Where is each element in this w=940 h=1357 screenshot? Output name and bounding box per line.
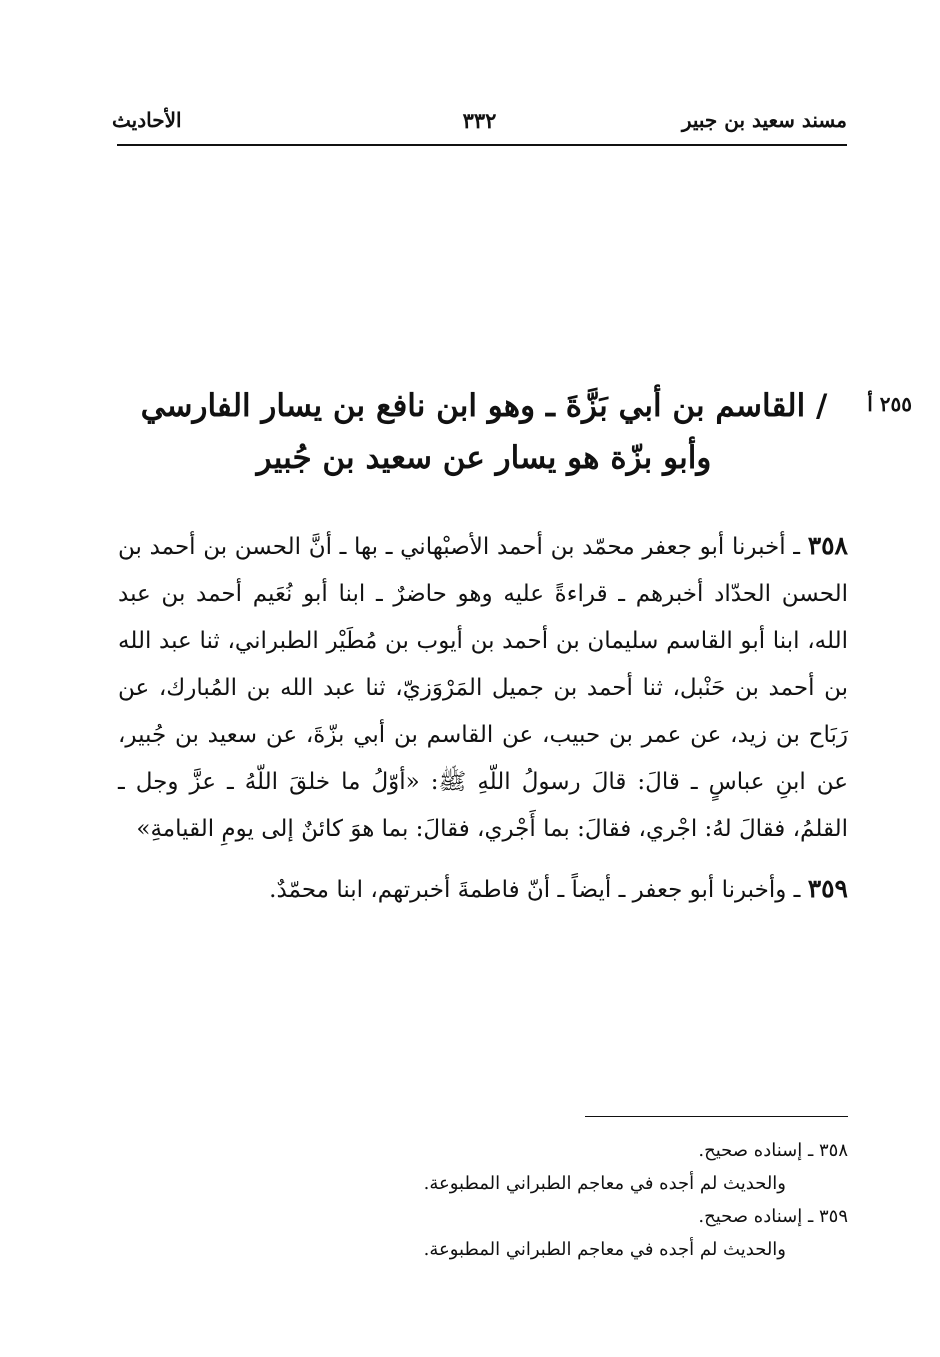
footnotes xyxy=(300,1134,848,1266)
hadith-number: ٣٥٨ xyxy=(807,531,848,560)
footnote-line xyxy=(300,1200,848,1233)
footnote-line: والحديث لم أجده في معاجم الطبراني المطبوعة. xyxy=(423,1173,786,1194)
hadith-number: ٣٥٩ xyxy=(807,874,848,903)
footnote-number: ٣٥٨ xyxy=(818,1140,848,1161)
header-divider xyxy=(117,144,847,146)
footnote-text: ـ إسناده صحيح. xyxy=(698,1140,814,1161)
hadith-entry xyxy=(118,865,848,914)
chapter-heading: / القاسم بن أبي بَزَّةَ ـ وهو ابن نافع بن يسار الفارسي وأبو بزّة هو يسار عن سعيد بن جُبير xyxy=(140,388,828,476)
hadith-text: ـ وأخبرنا أبو جعفر ـ أيضاً ـ أنّ فاطمةَ أخبرتهم، ابنا محمّدٌ. xyxy=(269,877,801,903)
footnote-line xyxy=(300,1134,848,1167)
hadith-entry xyxy=(118,522,848,853)
header-page-number: ٣٣٢ xyxy=(462,108,497,133)
margin-folio-note: ٢٥٥ أ xyxy=(867,392,912,416)
header-book-title: مسند سعيد بن جبير xyxy=(681,108,847,132)
footnote-number: ٣٥٩ xyxy=(818,1206,848,1227)
hadith-text: ـ أخبرنا أبو جعفر محمّد بن أحمد الأصبْهاني ـ بها ـ أنَّ الحسن بن أحمد بن الحسن الحدّاد أخبرهم ـ قراءةً عليه وهو حاضرٌ ـ ابنا أبو نُعَيم أحمد بن عبد الله، ابنا أبو القاسم سليمان بن أحمد بن أيوب بن مُطَيْر الطبراني، ثنا عبد الله بن أحمد بن حَنْبل، ثنا أحمد بن جميل المَرْوَزيّ، ثنا عبد الله بن المُبارك، عن رَبَاح بن زيد، عن عمر بن حبيب، عن القاسم بن أبي بزّةَ، عن سعيد بن جُبير، عن ابنِ عباسٍ ـ قالَ: قالَ رسولُ اللّهِ ﷺ: «أوّلُ ما خلقَ اللّهُ ـ عزَّ وجل ـ القلمُ، فقالَ لهُ: اجْري، فقالَ: بما أَجْري، فقالَ: بما هوَ كائنٌ إلى يومِ القيامةِ» xyxy=(118,534,848,842)
footnote-line: والحديث لم أجده في معاجم الطبراني المطبوعة. xyxy=(423,1239,786,1260)
header-section: الأحاديث xyxy=(112,108,182,132)
running-header xyxy=(112,108,847,142)
footnote-text: ـ إسناده صحيح. xyxy=(698,1206,814,1227)
main-text xyxy=(118,522,848,926)
footnote-divider xyxy=(585,1116,848,1117)
